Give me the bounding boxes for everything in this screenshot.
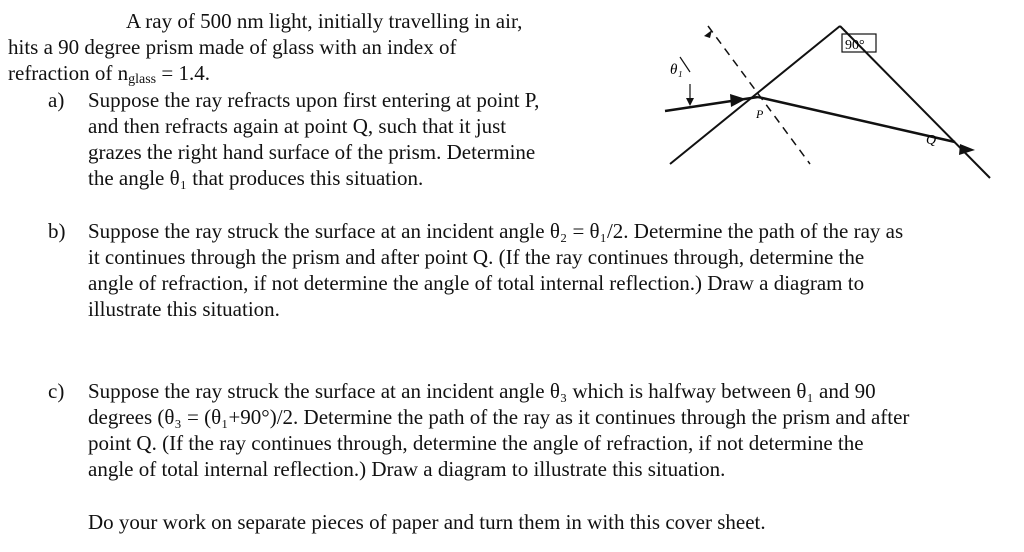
part-a-line-3: grazes the right hand surface of the prism. Determine: [88, 140, 536, 164]
part-a-label: a): [48, 88, 65, 112]
part-a-line-2: and then refracts again at point Q, such that it just: [88, 114, 507, 138]
part-c-line-1: Suppose the ray struck the surface at an incident angle θ₃ which is halfway between θ₁ and 90: [88, 379, 876, 403]
part-c-line-3: point Q. (If the ray continues through, determine the angle of refraction, if not determine the: [88, 431, 864, 455]
point-p-label: P: [756, 107, 764, 121]
part-c-label: c): [48, 379, 65, 403]
part-a-line-1: Suppose the ray refracts upon first entering at point P,: [88, 88, 540, 112]
part-b-label: b): [48, 219, 66, 243]
part-c-line-2: degrees (θ₃ = (θ₁+90°)/2. Determine the path of the ray as it continues through the prism and after: [88, 405, 910, 429]
apex-angle-label: 90°: [845, 38, 865, 53]
intro-line-3-suffix: = 1.4.: [156, 61, 210, 85]
footer-instruction: Do your work on separate pieces of paper and turn them in with this cover sheet.: [88, 510, 766, 534]
angle-arrowhead-top: [704, 30, 712, 38]
part-b-line-1: Suppose the ray struck the surface at an incident angle θ₂ = θ₁/2. Determine the path of the ray as: [88, 219, 904, 243]
intro-line-3-prefix: refraction of n: [8, 61, 129, 85]
point-q-label: Q: [926, 133, 937, 148]
theta1-label: θ₁: [670, 62, 683, 78]
intro-line-2: hits a 90 degree prism made of glass with an index of: [8, 35, 457, 59]
part-b-line-2: it continues through the prism and after point Q. (If the ray continues through, determine the: [88, 245, 865, 269]
part-b-line-3: angle of refraction, if not determine the angle of total internal reflection.) Draw a diagram to: [88, 271, 865, 295]
prism-diagram: [650, 14, 1000, 189]
angle-arrowhead-bottom: [686, 98, 694, 106]
part-b-line-4: illustrate this situation.: [88, 297, 280, 321]
part-a-line-4: the angle θ₁ that produces this situation.: [88, 166, 424, 190]
intro-line-1: A ray of 500 nm light, initially travelling in air,: [126, 9, 523, 33]
intro-line-3-subscript: glass: [128, 72, 157, 87]
part-c-line-4: angle of total internal reflection.) Draw a diagram to illustrate this situation.: [88, 457, 726, 481]
normal-line: [708, 26, 810, 164]
prism-left-face: [670, 26, 840, 164]
